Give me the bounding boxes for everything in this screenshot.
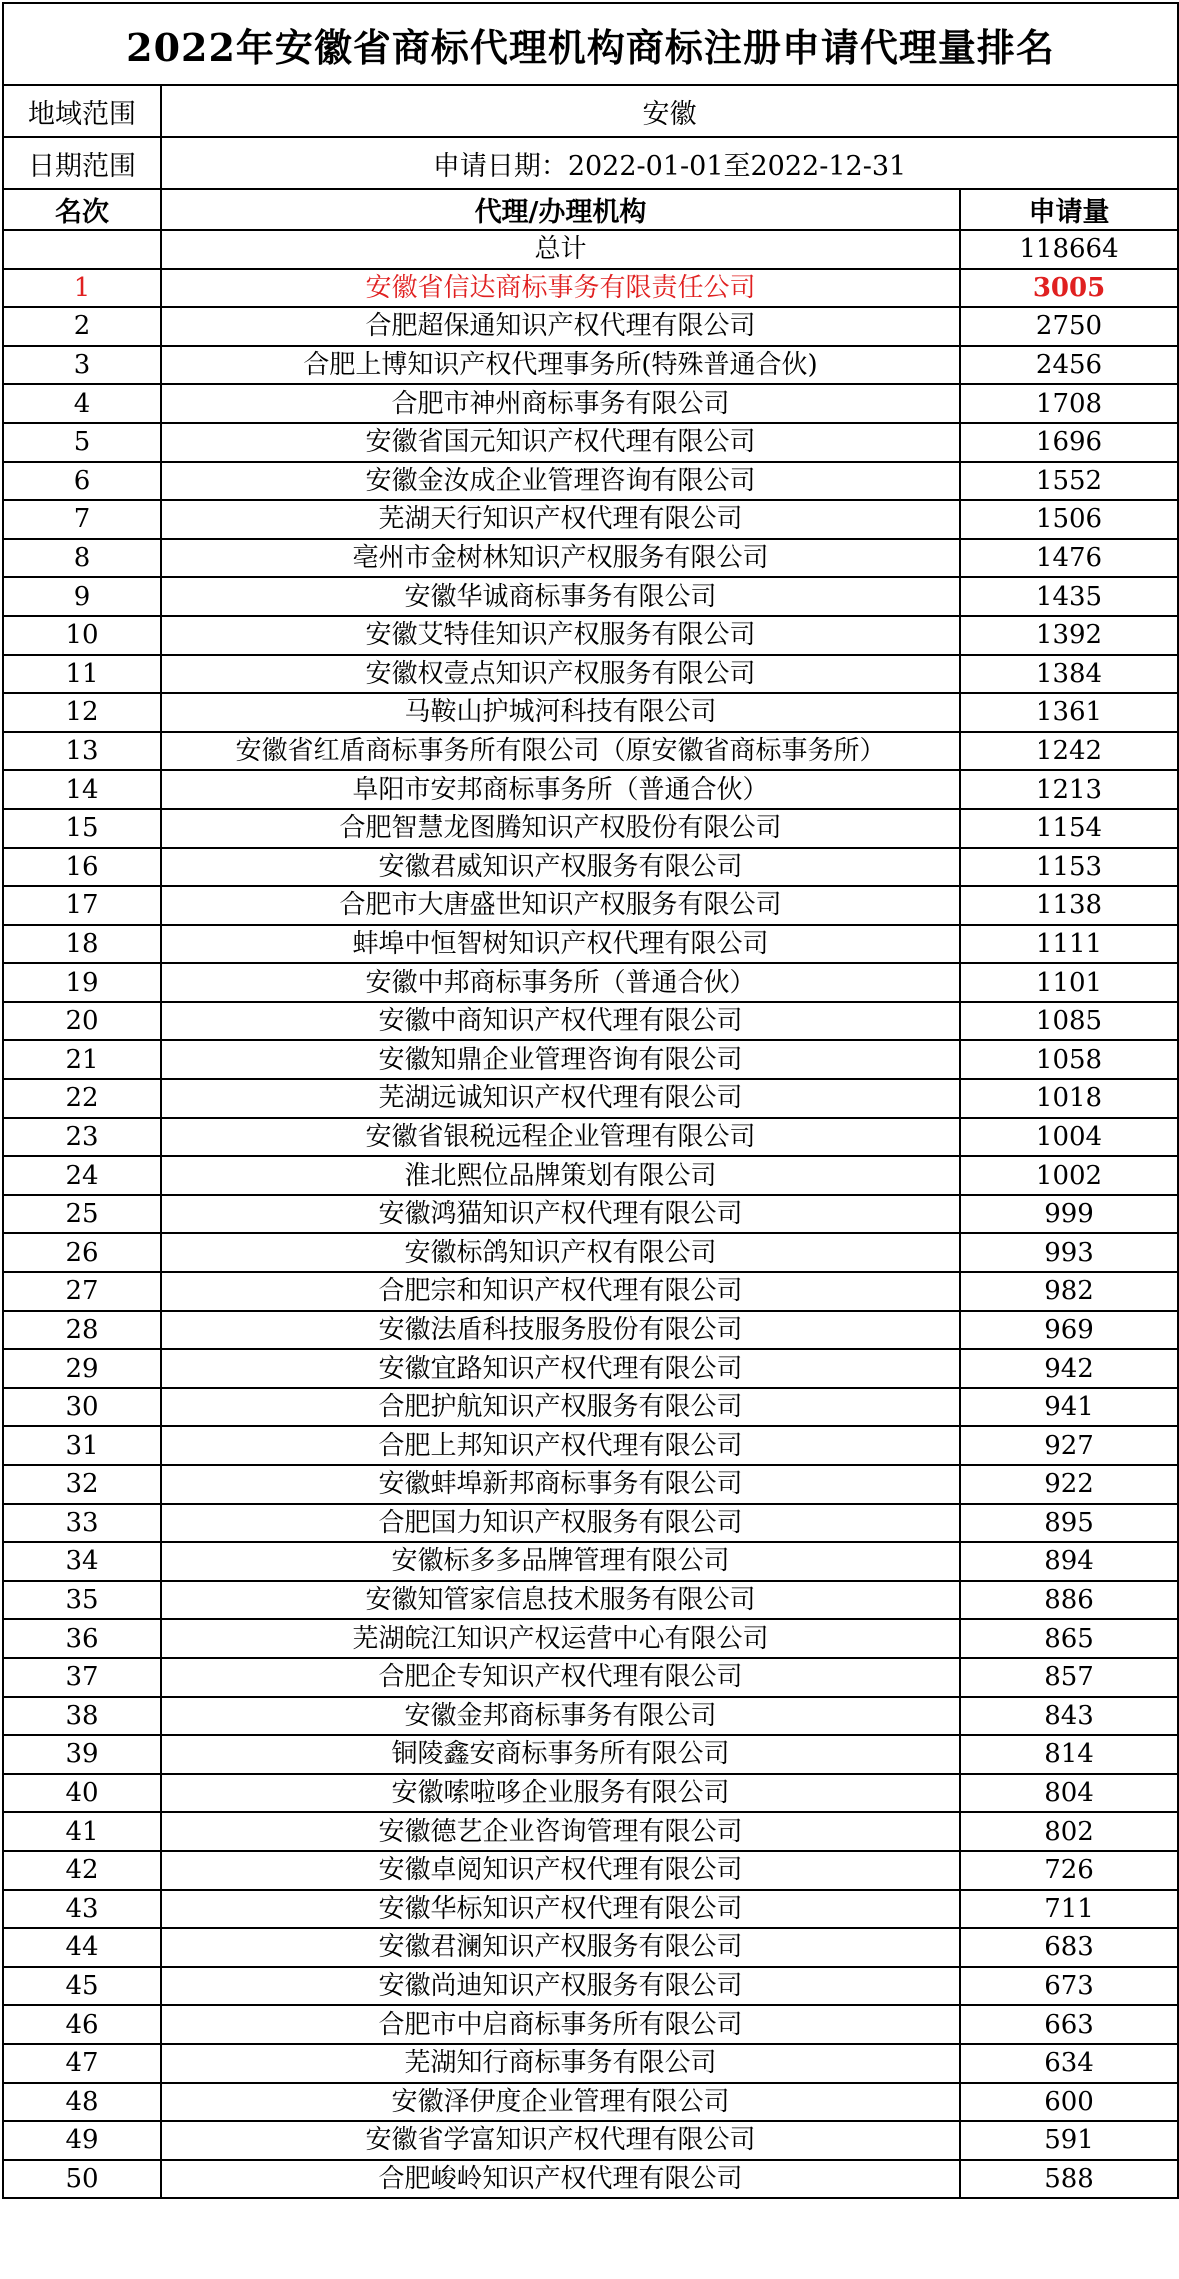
table-row — [3, 1156, 1178, 1195]
count-cell: 1002 — [960, 1156, 1178, 1195]
count-header: 申请量 — [960, 189, 1178, 230]
count-cell: 1101 — [960, 963, 1178, 1002]
rank-cell: 30 — [3, 1388, 161, 1427]
rank-cell: 43 — [3, 1890, 161, 1929]
table-row — [3, 848, 1178, 887]
rank-cell: 18 — [3, 925, 161, 964]
count-cell: 673 — [960, 1967, 1178, 2006]
rank-cell: 16 — [3, 848, 161, 887]
org-cell: 亳州市金树林知识产权服务有限公司 — [161, 539, 960, 578]
org-cell: 安徽省学富知识产权代理有限公司 — [161, 2121, 960, 2160]
rank-cell: 10 — [3, 616, 161, 655]
rank-cell: 45 — [3, 1967, 161, 2006]
org-cell: 安徽泽伊度企业管理有限公司 — [161, 2083, 960, 2122]
table-row — [3, 925, 1178, 964]
table-row — [3, 1928, 1178, 1967]
title-row — [3, 3, 1178, 85]
org-cell: 安徽中商知识产权代理有限公司 — [161, 1002, 960, 1041]
table-row — [3, 2121, 1178, 2160]
table-row — [3, 1967, 1178, 2006]
table-row — [3, 462, 1178, 501]
table-row — [3, 1619, 1178, 1658]
count-cell: 2456 — [960, 346, 1178, 385]
org-cell: 合肥企专知识产权代理有限公司 — [161, 1658, 960, 1697]
rank-cell: 12 — [3, 693, 161, 732]
rank-cell: 27 — [3, 1272, 161, 1311]
region-row — [3, 85, 1178, 137]
table-row — [3, 1774, 1178, 1813]
org-cell: 合肥超保通知识产权代理有限公司 — [161, 307, 960, 346]
rank-cell: 32 — [3, 1465, 161, 1504]
table-row — [3, 384, 1178, 423]
table-row — [3, 1426, 1178, 1465]
count-cell: 982 — [960, 1272, 1178, 1311]
count-cell: 1384 — [960, 655, 1178, 694]
org-cell: 合肥峻岭知识产权代理有限公司 — [161, 2160, 960, 2199]
rank-cell: 49 — [3, 2121, 161, 2160]
count-cell: 1392 — [960, 616, 1178, 655]
org-cell: 安徽君澜知识产权服务有限公司 — [161, 1928, 960, 1967]
org-cell: 安徽鸿猫知识产权代理有限公司 — [161, 1195, 960, 1234]
table-row — [3, 1002, 1178, 1041]
table-row — [3, 577, 1178, 616]
count-cell: 969 — [960, 1311, 1178, 1350]
rank-cell: 44 — [3, 1928, 161, 1967]
count-cell: 1154 — [960, 809, 1178, 848]
org-cell: 安徽嗦啦哆企业服务有限公司 — [161, 1774, 960, 1813]
table-row — [3, 1079, 1178, 1118]
rank-cell: 4 — [3, 384, 161, 423]
rank-cell: 1 — [3, 269, 161, 308]
table-row — [3, 809, 1178, 848]
count-cell: 993 — [960, 1233, 1178, 1272]
org-cell: 合肥宗和知识产权代理有限公司 — [161, 1272, 960, 1311]
org-cell: 合肥上博知识产权代理事务所(特殊普通合伙) — [161, 346, 960, 385]
count-cell: 1242 — [960, 732, 1178, 771]
org-cell: 安徽卓阅知识产权代理有限公司 — [161, 1851, 960, 1890]
org-cell: 安徽省红盾商标事务所有限公司（原安徽省商标事务所） — [161, 732, 960, 771]
count-cell: 1111 — [960, 925, 1178, 964]
rank-cell: 2 — [3, 307, 161, 346]
rank-cell: 36 — [3, 1619, 161, 1658]
count-cell: 1153 — [960, 848, 1178, 887]
date-value: 申请日期：2022-01-01至2022-12-31 — [161, 137, 1178, 189]
rank-cell: 42 — [3, 1851, 161, 1890]
rank-cell: 26 — [3, 1233, 161, 1272]
org-cell: 安徽省信达商标事务有限责任公司 — [161, 269, 960, 308]
rank-cell: 50 — [3, 2160, 161, 2199]
rank-cell: 33 — [3, 1504, 161, 1543]
rank-header: 名次 — [3, 189, 161, 230]
org-cell: 淮北熙位品牌策划有限公司 — [161, 1156, 960, 1195]
rank-cell: 47 — [3, 2044, 161, 2083]
table-row — [3, 1812, 1178, 1851]
count-cell: 1085 — [960, 1002, 1178, 1041]
count-cell: 2750 — [960, 307, 1178, 346]
org-cell: 安徽权壹点知识产权服务有限公司 — [161, 655, 960, 694]
rank-cell: 6 — [3, 462, 161, 501]
count-cell: 683 — [960, 1928, 1178, 1967]
table-row — [3, 1581, 1178, 1620]
org-header: 代理/办理机构 — [161, 189, 960, 230]
org-cell: 安徽标鸽知识产权有限公司 — [161, 1233, 960, 1272]
rank-cell: 8 — [3, 539, 161, 578]
table-row — [3, 886, 1178, 925]
org-cell: 安徽中邦商标事务所（普通合伙） — [161, 963, 960, 1002]
total-rank-cell — [3, 230, 161, 269]
count-cell: 1435 — [960, 577, 1178, 616]
total-row — [3, 230, 1178, 269]
count-cell: 843 — [960, 1697, 1178, 1736]
table-row — [3, 1890, 1178, 1929]
table-row — [3, 655, 1178, 694]
count-cell: 814 — [960, 1735, 1178, 1774]
rank-cell: 38 — [3, 1697, 161, 1736]
rank-cell: 13 — [3, 732, 161, 771]
count-cell: 634 — [960, 2044, 1178, 2083]
count-cell: 1004 — [960, 1118, 1178, 1157]
rank-cell: 31 — [3, 1426, 161, 1465]
rank-cell: 9 — [3, 577, 161, 616]
org-cell: 安徽艾特佳知识产权服务有限公司 — [161, 616, 960, 655]
rank-cell: 25 — [3, 1195, 161, 1234]
rank-cell: 29 — [3, 1349, 161, 1388]
rank-cell: 35 — [3, 1581, 161, 1620]
org-cell: 合肥上邦知识产权代理有限公司 — [161, 1426, 960, 1465]
table-row — [3, 1118, 1178, 1157]
count-cell: 588 — [960, 2160, 1178, 2199]
count-cell: 1696 — [960, 423, 1178, 462]
table-row — [3, 1465, 1178, 1504]
table-row — [3, 423, 1178, 462]
total-label: 总计 — [161, 230, 960, 269]
rank-cell: 5 — [3, 423, 161, 462]
count-cell: 927 — [960, 1426, 1178, 1465]
table-row — [3, 616, 1178, 655]
table-row — [3, 2044, 1178, 2083]
table-row — [3, 2083, 1178, 2122]
org-cell: 安徽金邦商标事务有限公司 — [161, 1697, 960, 1736]
count-cell: 895 — [960, 1504, 1178, 1543]
org-cell: 安徽省国元知识产权代理有限公司 — [161, 423, 960, 462]
rank-cell: 11 — [3, 655, 161, 694]
org-cell: 芜湖天行知识产权代理有限公司 — [161, 500, 960, 539]
count-cell: 1138 — [960, 886, 1178, 925]
count-cell: 1476 — [960, 539, 1178, 578]
table-row — [3, 693, 1178, 732]
rank-cell: 34 — [3, 1542, 161, 1581]
org-cell: 合肥国力知识产权服务有限公司 — [161, 1504, 960, 1543]
region-label: 地域范围 — [3, 85, 161, 137]
count-cell: 804 — [960, 1774, 1178, 1813]
table-row — [3, 1040, 1178, 1079]
count-cell: 726 — [960, 1851, 1178, 1890]
count-cell: 941 — [960, 1388, 1178, 1427]
org-cell: 安徽标多多品牌管理有限公司 — [161, 1542, 960, 1581]
rank-cell: 24 — [3, 1156, 161, 1195]
count-cell: 1552 — [960, 462, 1178, 501]
table-row — [3, 1349, 1178, 1388]
table-row — [3, 770, 1178, 809]
org-cell: 合肥市大唐盛世知识产权服务有限公司 — [161, 886, 960, 925]
count-cell: 1058 — [960, 1040, 1178, 1079]
count-cell: 865 — [960, 1619, 1178, 1658]
org-cell: 马鞍山护城河科技有限公司 — [161, 693, 960, 732]
table-row — [3, 1851, 1178, 1890]
org-cell: 合肥护航知识产权服务有限公司 — [161, 1388, 960, 1427]
org-cell: 安徽省银税远程企业管理有限公司 — [161, 1118, 960, 1157]
rank-cell: 37 — [3, 1658, 161, 1697]
count-cell: 3005 — [960, 269, 1178, 308]
table-row — [3, 307, 1178, 346]
count-cell: 1213 — [960, 770, 1178, 809]
count-cell: 591 — [960, 2121, 1178, 2160]
org-cell: 合肥智慧龙图腾知识产权股份有限公司 — [161, 809, 960, 848]
count-cell: 857 — [960, 1658, 1178, 1697]
table-row — [3, 539, 1178, 578]
region-value: 安徽 — [161, 85, 1178, 137]
page-title: 2022年安徽省商标代理机构商标注册申请代理量排名 — [3, 3, 1178, 85]
table-row — [3, 1195, 1178, 1234]
rank-cell: 3 — [3, 346, 161, 385]
header-row — [3, 189, 1178, 230]
org-cell: 合肥市神州商标事务有限公司 — [161, 384, 960, 423]
rank-cell: 14 — [3, 770, 161, 809]
table-row — [3, 1233, 1178, 1272]
org-cell: 阜阳市安邦商标事务所（普通合伙） — [161, 770, 960, 809]
table-row — [3, 2005, 1178, 2044]
total-value: 118664 — [960, 230, 1178, 269]
count-cell: 886 — [960, 1581, 1178, 1620]
date-row — [3, 137, 1178, 189]
count-cell: 922 — [960, 1465, 1178, 1504]
count-cell: 1018 — [960, 1079, 1178, 1118]
rank-cell: 48 — [3, 2083, 161, 2122]
org-cell: 安徽华标知识产权代理有限公司 — [161, 1890, 960, 1929]
rank-cell: 23 — [3, 1118, 161, 1157]
rank-cell: 17 — [3, 886, 161, 925]
org-cell: 蚌埠中恒智树知识产权代理有限公司 — [161, 925, 960, 964]
rank-cell: 39 — [3, 1735, 161, 1774]
rank-cell: 46 — [3, 2005, 161, 2044]
org-cell: 安徽华诚商标事务有限公司 — [161, 577, 960, 616]
rank-cell: 41 — [3, 1812, 161, 1851]
count-cell: 1361 — [960, 693, 1178, 732]
org-cell: 铜陵鑫安商标事务所有限公司 — [161, 1735, 960, 1774]
org-cell: 安徽德艺企业咨询管理有限公司 — [161, 1812, 960, 1851]
ranking-table — [2, 2, 1179, 2199]
rank-cell: 21 — [3, 1040, 161, 1079]
count-cell: 894 — [960, 1542, 1178, 1581]
count-cell: 600 — [960, 2083, 1178, 2122]
count-cell: 1708 — [960, 384, 1178, 423]
org-cell: 安徽法盾科技服务股份有限公司 — [161, 1311, 960, 1350]
org-cell: 安徽蚌埠新邦商标事务有限公司 — [161, 1465, 960, 1504]
table-row — [3, 500, 1178, 539]
table-row — [3, 1735, 1178, 1774]
org-cell: 安徽知鼎企业管理咨询有限公司 — [161, 1040, 960, 1079]
org-cell: 芜湖远诚知识产权代理有限公司 — [161, 1079, 960, 1118]
org-cell: 安徽宜路知识产权代理有限公司 — [161, 1349, 960, 1388]
table-row — [3, 1697, 1178, 1736]
count-cell: 663 — [960, 2005, 1178, 2044]
org-cell: 芜湖皖江知识产权运营中心有限公司 — [161, 1619, 960, 1658]
table-row — [3, 2160, 1178, 2199]
table-row — [3, 1504, 1178, 1543]
org-cell: 合肥市中启商标事务所有限公司 — [161, 2005, 960, 2044]
rank-cell: 20 — [3, 1002, 161, 1041]
org-cell: 安徽金汝成企业管理咨询有限公司 — [161, 462, 960, 501]
count-cell: 802 — [960, 1812, 1178, 1851]
table-row — [3, 1272, 1178, 1311]
date-label: 日期范围 — [3, 137, 161, 189]
table-row — [3, 269, 1178, 308]
rank-cell: 40 — [3, 1774, 161, 1813]
table-row — [3, 732, 1178, 771]
rank-cell: 15 — [3, 809, 161, 848]
org-cell: 安徽尚迪知识产权服务有限公司 — [161, 1967, 960, 2006]
org-cell: 芜湖知行商标事务有限公司 — [161, 2044, 960, 2083]
rank-cell: 28 — [3, 1311, 161, 1350]
rank-cell: 22 — [3, 1079, 161, 1118]
table-row — [3, 1388, 1178, 1427]
rank-cell: 7 — [3, 500, 161, 539]
org-cell: 安徽知管家信息技术服务有限公司 — [161, 1581, 960, 1620]
table-row — [3, 1311, 1178, 1350]
count-cell: 1506 — [960, 500, 1178, 539]
table-row — [3, 346, 1178, 385]
table-row — [3, 963, 1178, 1002]
org-cell: 安徽君威知识产权服务有限公司 — [161, 848, 960, 887]
rank-cell: 19 — [3, 963, 161, 1002]
count-cell: 711 — [960, 1890, 1178, 1929]
count-cell: 942 — [960, 1349, 1178, 1388]
table-row — [3, 1658, 1178, 1697]
table-row — [3, 1542, 1178, 1581]
count-cell: 999 — [960, 1195, 1178, 1234]
ranking-table-body — [3, 3, 1178, 2198]
